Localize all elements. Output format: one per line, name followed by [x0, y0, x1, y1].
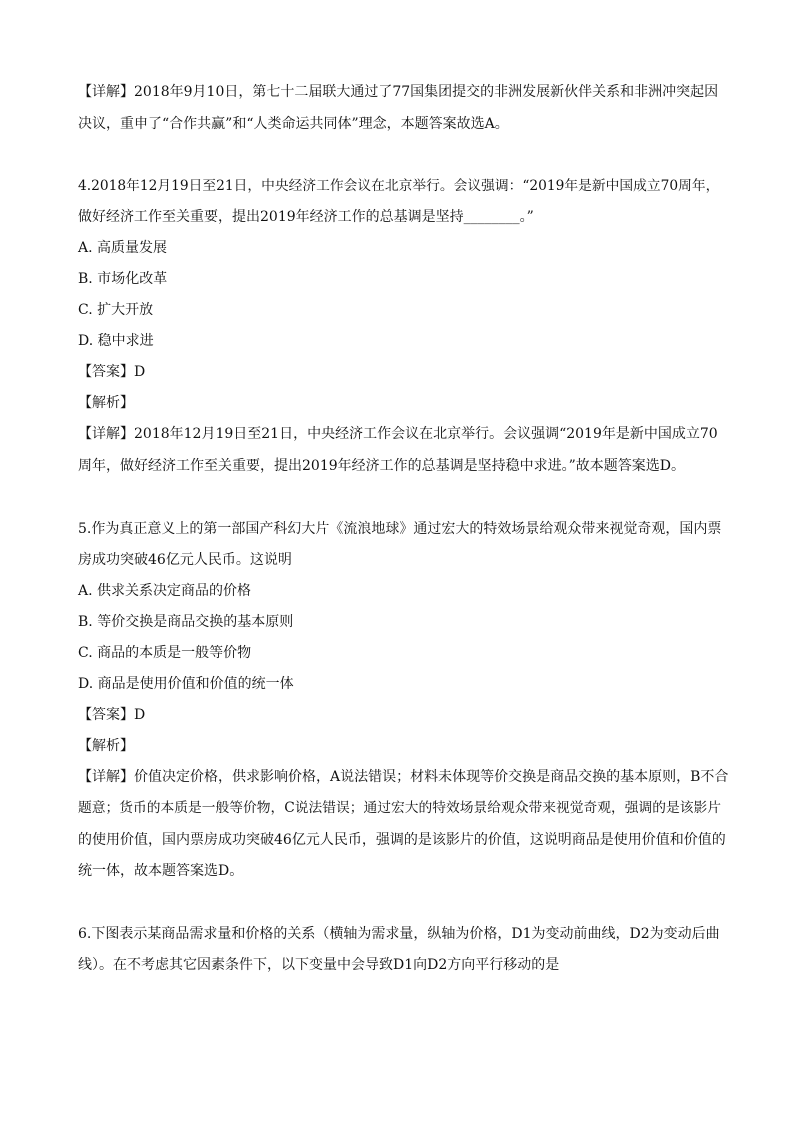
- q4-option-d: D. 稳中求进: [78, 333, 154, 349]
- q4-analysis-label: 【解析】: [78, 395, 134, 411]
- q5-stem-line-1: 5.作为真正意义上的第一部国产科幻大片《流浪地球》通过宏大的特效场景给观众带来视觉奇观，国内票: [78, 521, 722, 537]
- q5-detail-line-2: 题意；货币的本质是一般等价物，C说法错误；通过宏大的特效场景给观众带来视觉奇观，强调的是该影片: [78, 800, 722, 816]
- q3-detail-line-2: 决议，重申了“合作共赢”和“人类命运共同体”理念，本题答案故选A。: [78, 116, 509, 132]
- q3-detail-line-1: 【详解】2018年9月10日，第七十二届联大通过了77国集团提交的非洲发展新伙伴关系和非洲冲突起因: [78, 84, 719, 100]
- q4-answer: 【答案】D: [78, 364, 146, 380]
- q5-analysis-label: 【解析】: [78, 738, 134, 754]
- q5-stem-line-2: 房成功突破46亿元人民币。这说明: [78, 552, 292, 568]
- q5-option-a: A. 供求关系决定商品的价格: [78, 583, 252, 599]
- q6-stem-line-2: 线）。在不考虑其它因素条件下，以下变量中会导致D1向D2方向平行移动的是: [78, 957, 560, 973]
- q4-stem-line-2: 做好经济工作至关重要，提出2019年经济工作的总基调是坚持________。”: [78, 209, 534, 225]
- q5-option-d: D. 商品是使用价值和价值的统一体: [78, 676, 294, 692]
- q4-option-a: A. 高质量发展: [78, 240, 168, 256]
- q4-stem-line-1: 4.2018年12月19日至21日，中央经济工作会议在北京举行。会议强调：“2019年是新中国成立70周年，: [78, 178, 720, 194]
- q4-option-b: B. 市场化改革: [78, 271, 168, 287]
- q5-detail-line-1: 【详解】价值决定价格，供求影响价格，A说法错误；材料未体现等价交换是商品交换的基本原则，B不合: [78, 769, 729, 785]
- q4-detail-line-1: 【详解】2018年12月19日至21日，中央经济工作会议在北京举行。会议强调“2019年是新中国成立70: [78, 426, 718, 442]
- q4-option-c: C. 扩大开放: [78, 302, 154, 318]
- q5-option-b: B. 等价交换是商品交换的基本原则: [78, 614, 294, 630]
- q5-option-c: C. 商品的本质是一般等价物: [78, 645, 252, 661]
- q5-detail-line-4: 统一体，故本题答案选D。: [78, 863, 244, 879]
- q6-stem-line-1: 6.下图表示某商品需求量和价格的关系（横轴为需求量，纵轴为价格，D1为变动前曲线，D2为变动后曲: [78, 926, 720, 942]
- q5-detail-line-3: 的使用价值，国内票房成功突破46亿元人民币，强调的是该影片的价值，这说明商品是使用价值和价值的: [78, 832, 726, 848]
- q5-answer: 【答案】D: [78, 707, 146, 723]
- q4-detail-line-2: 周年，做好经济工作至关重要，提出2019年经济工作的总基调是坚持稳中求进。”故本题答案选D。: [78, 458, 686, 474]
